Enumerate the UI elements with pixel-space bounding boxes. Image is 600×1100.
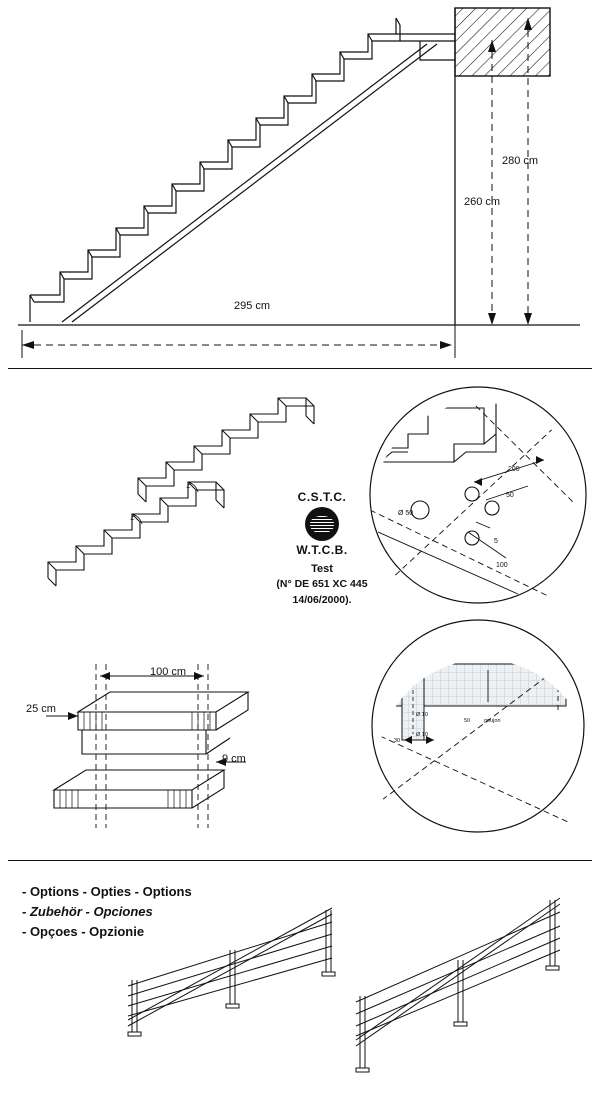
options-line-1: - Options - Opties - Options bbox=[22, 884, 192, 899]
test-number-line2: 14/06/2000). bbox=[292, 594, 352, 606]
railing-options-view bbox=[110, 880, 590, 1090]
dim-label-295cm: 295 cm bbox=[234, 300, 271, 312]
cstc-test-stamp bbox=[262, 490, 382, 607]
tread-label-100cm: 100 cm bbox=[150, 666, 187, 678]
cstc-label: C.S.T.C. bbox=[297, 490, 347, 504]
detail-label-diameter-50: Ø 50 bbox=[398, 510, 414, 517]
test-number-line1: (N° DE 651 XC 445 bbox=[276, 578, 368, 590]
detail-label-100: 100 bbox=[496, 562, 508, 569]
detail-label-50: 50 bbox=[506, 492, 514, 499]
dowel-label-30: 30 bbox=[394, 738, 401, 744]
divider-top bbox=[8, 368, 592, 369]
dowel-label-dia10-b: Ø 10 bbox=[416, 732, 428, 738]
detail-label-5: 5 bbox=[494, 538, 498, 545]
cstc-logo-icon bbox=[305, 507, 339, 541]
tread-label-9cm: 9 cm bbox=[222, 753, 246, 765]
wtcb-label: W.T.C.B. bbox=[296, 543, 348, 557]
options-line-2: - Zubehör - Opciones bbox=[22, 904, 153, 919]
detail-circle-dowel bbox=[368, 616, 588, 836]
tread-label-25cm: 25 cm bbox=[26, 703, 56, 715]
dowel-label-dia10-a: Ø 10 bbox=[416, 712, 428, 718]
slab-hatch bbox=[455, 8, 550, 76]
detail-label-200: 200 bbox=[508, 466, 520, 473]
options-line-3: - Opçoes - Opzionie bbox=[22, 924, 145, 939]
angle-mark-1: ∠ bbox=[130, 516, 135, 522]
dim-label-260cm: 260 cm bbox=[464, 196, 501, 208]
dim-label-280cm: 280 cm bbox=[502, 155, 539, 167]
tread-component-view bbox=[20, 650, 290, 850]
detail-circle-holes bbox=[368, 382, 588, 612]
test-label: Test bbox=[311, 563, 333, 575]
dowel-label-goujon: goujon bbox=[484, 718, 501, 724]
dowel-label-50: 50 bbox=[464, 718, 471, 724]
angle-mark-2: ∠ bbox=[186, 484, 191, 490]
divider-options bbox=[8, 860, 592, 861]
stair-elevation-panel bbox=[0, 0, 600, 370]
